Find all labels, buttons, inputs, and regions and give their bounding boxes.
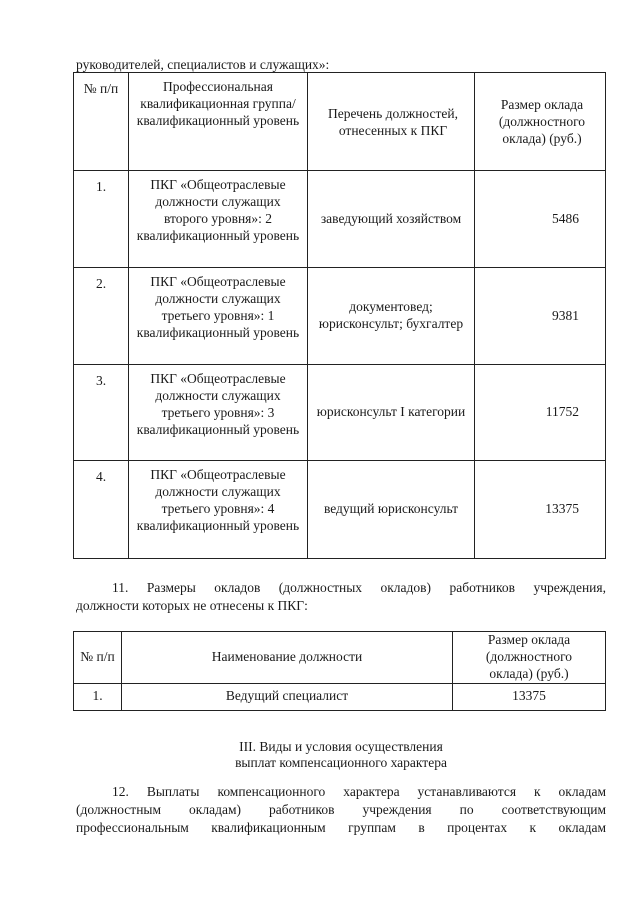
section-title-line1: III. Виды и условия осуществления — [239, 739, 443, 754]
pkg-salary-table — [73, 72, 606, 559]
other-positions-table — [73, 631, 606, 711]
row-positions: документовед; юрисконсульт; бухгалтер — [308, 268, 475, 365]
row-number: 4. — [74, 461, 129, 559]
table-header-row — [74, 73, 606, 171]
row-salary: 11752 — [475, 365, 606, 461]
table-header-row — [74, 632, 606, 684]
paragraph-12-line1: 12. Выплаты компенсационного характера устанавливаются к окладам — [112, 784, 606, 799]
header-number: № п/п — [74, 632, 122, 684]
row-salary: 5486 — [475, 171, 606, 268]
row-number: 1. — [74, 171, 129, 268]
row-group: ПКГ «Общеотраслевые должности служащих третьего уровня»: 4 квалификационный уровень — [129, 461, 308, 559]
header-positions: Перечень должностей, отнесенных к ПКГ — [308, 73, 475, 171]
row-group: ПКГ «Общеотраслевые должности служащих третьего уровня»: 1 квалификационный уровень — [129, 268, 308, 365]
paragraph-11-line1: 11. Размеры окладов (должностных окладов) работников учреждения, — [112, 580, 606, 595]
table-row — [74, 268, 606, 365]
row-group: ПКГ «Общеотраслевые должности служащих третьего уровня»: 3 квалификационный уровень — [129, 365, 308, 461]
row-salary: 13375 — [475, 461, 606, 559]
intro-text: руководителей, специалистов и служащих»: — [76, 57, 330, 72]
row-positions: ведущий юрисконсульт — [308, 461, 475, 559]
row-salary: 13375 — [453, 683, 606, 710]
row-position: Ведущий специалист — [122, 683, 453, 710]
table-row — [74, 683, 606, 710]
section-title-line2: выплат компенсационного характера — [235, 755, 447, 770]
header-salary: Размер оклада (должностного оклада) (руб.) — [475, 73, 606, 171]
header-group: Профессиональная квалификационная группа/ квалификационный уровень — [129, 73, 308, 171]
table-row — [74, 171, 606, 268]
header-salary: Размер оклада (должностного оклада) (руб.) — [453, 632, 606, 684]
paragraph-12-line3: профессиональным квалификационным группам в процентах к окладам — [76, 820, 606, 835]
row-number: 3. — [74, 365, 129, 461]
row-salary: 9381 — [475, 268, 606, 365]
row-number: 1. — [74, 683, 122, 710]
paragraph-11-line2: должности которых не отнесены к ПКГ: — [76, 598, 308, 613]
row-group: ПКГ «Общеотраслевые должности служащих второго уровня»: 2 квалификационный уровень — [129, 171, 308, 268]
row-number: 2. — [74, 268, 129, 365]
header-position: Наименование должности — [122, 632, 453, 684]
table-row — [74, 365, 606, 461]
row-positions: заведующий хозяйством — [308, 171, 475, 268]
header-number: № п/п — [74, 73, 129, 171]
row-positions: юрисконсульт I категории — [308, 365, 475, 461]
paragraph-12-line2: (должностным окладам) работников учреждения по соответствующим — [76, 802, 606, 817]
table-row — [74, 461, 606, 559]
